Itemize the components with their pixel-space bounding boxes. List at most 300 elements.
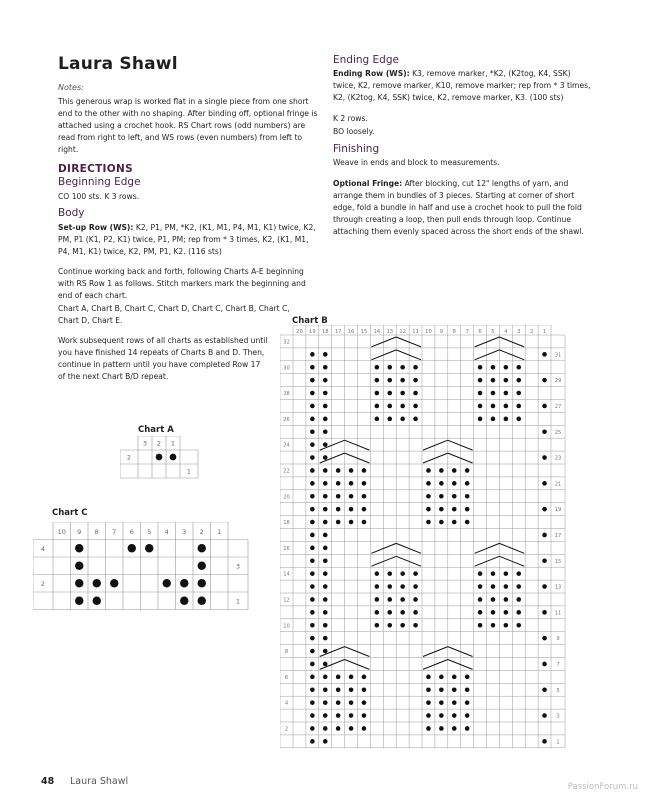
purl-dot — [465, 700, 470, 705]
cable-line — [499, 543, 524, 553]
purl-dot — [336, 687, 341, 692]
column-label: 7 — [465, 329, 469, 335]
row-label: 25 — [554, 429, 562, 436]
row-label: 6 — [284, 674, 289, 681]
purl-dot — [542, 610, 547, 615]
row-label: 15 — [554, 558, 562, 565]
purl-dot — [439, 507, 444, 512]
purl-dot — [323, 623, 328, 628]
purl-dot — [387, 365, 392, 370]
column-label: 19 — [309, 329, 316, 335]
purl-dot — [387, 417, 392, 422]
purl-dot — [426, 507, 431, 512]
row-label: 1 — [556, 739, 560, 746]
purl-dot — [362, 494, 367, 499]
purl-dot — [145, 544, 153, 552]
purl-dot — [180, 579, 188, 587]
ending-row-text: K3, remove marker, *K2, (K2tog, K4, SSK) twice, K2, remove marker, K10, remove marker; rep from * 3 times, K2, (K2tog, K4, SSK) twice, K2, remove marker, K3. (100 sts) — [333, 69, 591, 102]
purl-dot — [362, 468, 367, 473]
purl-dot — [400, 365, 405, 370]
purl-dot — [163, 579, 171, 587]
purl-dot — [349, 700, 354, 705]
purl-dot — [439, 675, 444, 680]
purl-dot — [310, 636, 315, 641]
k2-rows: K 2 rows. — [333, 114, 368, 123]
column-label: 4 — [164, 527, 169, 536]
purl-dot — [323, 352, 328, 357]
finishing-heading: Finishing — [333, 143, 380, 155]
purl-dot — [75, 597, 83, 605]
chart-b-title: Chart B — [292, 316, 328, 326]
cable-line — [345, 453, 370, 463]
purl-dot — [170, 454, 177, 461]
purl-dot — [310, 352, 315, 357]
purl-dot — [516, 610, 521, 615]
purl-dot — [387, 584, 392, 589]
cable-line — [345, 660, 370, 670]
column-label: 4 — [504, 329, 508, 335]
purl-dot — [439, 700, 444, 705]
purl-dot — [349, 494, 354, 499]
row-label: 8 — [284, 649, 289, 656]
purl-dot — [413, 571, 418, 576]
purl-dot — [362, 687, 367, 692]
row-label: 4 — [284, 700, 289, 707]
row-label: 16 — [283, 545, 290, 552]
column-label: 2 — [529, 329, 534, 335]
row-label: 18 — [283, 520, 290, 527]
cable-line — [371, 337, 396, 347]
column-label: 9 — [77, 527, 82, 536]
purl-dot — [478, 597, 483, 602]
column-label: 1 — [542, 329, 547, 335]
purl-dot — [439, 481, 444, 486]
purl-dot — [504, 610, 509, 615]
purl-dot — [323, 533, 328, 538]
column-label: 1 — [170, 439, 176, 448]
purl-dot — [426, 687, 431, 692]
row-label: 21 — [554, 481, 562, 488]
purl-dot — [452, 507, 457, 512]
purl-dot — [375, 571, 380, 576]
purl-dot — [439, 520, 444, 525]
purl-dot — [336, 468, 341, 473]
purl-dot — [542, 636, 547, 641]
setup-row-label: Set-up Row (WS): — [58, 223, 134, 232]
cable-line — [396, 543, 421, 553]
purl-dot — [310, 739, 315, 744]
purl-dot — [323, 649, 328, 654]
column-label: 7 — [112, 527, 117, 536]
chart-a — [120, 436, 200, 481]
body-para-4: Work subsequent rows of all charts as established until you have finished 14 repeats of Charts B and D. Then, continue in pattern until you have completed Row 17 of the next Chart B/D repeat. — [58, 336, 268, 381]
purl-dot — [400, 610, 405, 615]
column-label: 18 — [321, 329, 329, 335]
purl-dot — [491, 404, 496, 409]
notes-text: This generous wrap is worked flat in a single piece from one short end to the other with no shaping. After binding off, optional fringe is attached using a crochet hook. RS Chart rows (odd numbers) are read from right to left, and WS rows (even numbers) from left to right. — [58, 97, 318, 154]
purl-dot — [375, 623, 380, 628]
purl-dot — [542, 404, 547, 409]
purl-dot — [323, 494, 328, 499]
row-label: 3 — [235, 562, 241, 571]
column-label: 2 — [199, 527, 204, 536]
purl-dot — [336, 481, 341, 486]
purl-dot — [478, 584, 483, 589]
row-label: 1 — [186, 467, 192, 476]
purl-dot — [323, 378, 328, 383]
purl-dot — [439, 468, 444, 473]
footer-title: Laura Shawl — [70, 776, 129, 787]
purl-dot — [323, 700, 328, 705]
purl-dot — [375, 365, 380, 370]
purl-dot — [93, 597, 101, 605]
purl-dot — [323, 636, 328, 641]
purl-dot — [542, 352, 547, 357]
purl-dot — [413, 365, 418, 370]
purl-dot — [323, 739, 328, 744]
purl-dot — [491, 584, 496, 589]
purl-dot — [387, 610, 392, 615]
purl-dot — [465, 507, 470, 512]
ending-row-label: Ending Row (WS): — [333, 69, 410, 78]
column-label: 3 — [142, 439, 148, 448]
column-label: 13 — [386, 329, 394, 335]
fringe-text: After blocking, cut 12" lengths of yarn, and arrange them in bundles of 3 pieces. Starting at corner of short edge, fold a bundle in half and use a crochet hook to pull the fold through creating a loop, then pull ends through loop. Continue attaching them evenly spaced across the short ends of the shawl. — [333, 179, 584, 236]
purl-dot — [387, 597, 392, 602]
cable-line — [371, 543, 396, 553]
purl-dot — [336, 494, 341, 499]
purl-dot — [310, 507, 315, 512]
purl-dot — [198, 597, 206, 605]
purl-dot — [310, 455, 315, 460]
cable-line — [499, 350, 524, 360]
purl-dot — [413, 623, 418, 628]
purl-dot — [452, 700, 457, 705]
purl-dot — [516, 391, 521, 396]
column-label: 8 — [94, 527, 99, 536]
purl-dot — [310, 417, 315, 422]
column-label: 14 — [373, 329, 381, 335]
purl-dot — [542, 455, 547, 460]
purl-dot — [465, 687, 470, 692]
purl-dot — [426, 700, 431, 705]
purl-dot — [426, 520, 431, 525]
purl-dot — [336, 726, 341, 731]
purl-dot — [375, 584, 380, 589]
purl-dot — [310, 597, 315, 602]
purl-dot — [323, 404, 328, 409]
beginning-edge-heading: Beginning Edge — [58, 176, 141, 188]
purl-dot — [452, 713, 457, 718]
column-label: 16 — [347, 329, 355, 335]
purl-dot — [465, 726, 470, 731]
purl-dot — [516, 365, 521, 370]
column-label: 10 — [57, 527, 66, 536]
purl-dot — [426, 713, 431, 718]
purl-dot — [465, 675, 470, 680]
purl-dot — [323, 713, 328, 718]
purl-dot — [542, 533, 547, 538]
purl-dot — [491, 623, 496, 628]
purl-dot — [542, 584, 547, 589]
purl-dot — [491, 391, 496, 396]
purl-dot — [375, 610, 380, 615]
purl-dot — [426, 494, 431, 499]
purl-dot — [542, 662, 547, 667]
purl-dot — [349, 520, 354, 525]
purl-dot — [387, 404, 392, 409]
fringe-paragraph — [333, 178, 593, 238]
purl-dot — [452, 468, 457, 473]
purl-dot — [310, 546, 315, 551]
column-label: 8 — [452, 329, 456, 335]
row-label: 22 — [283, 468, 290, 475]
column-label: 3 — [182, 527, 187, 536]
purl-dot — [310, 481, 315, 486]
purl-dot — [504, 584, 509, 589]
column-label: 5 — [491, 329, 495, 335]
column-label: 12 — [399, 329, 406, 335]
setup-row-text: K2, P1, PM, *K2, (K1, M1, P4, M1, K1) twice, K2, PM, P1 (K1, P2, K1) twice, P1, PM; rep from * 3 times, K2, (K1, M1, P4, M1, K1) twice, K2, PM, P1, K2. (116 sts) — [58, 223, 316, 256]
chart-c-title: Chart C — [52, 508, 88, 518]
purl-dot — [478, 404, 483, 409]
purl-dot — [310, 700, 315, 705]
cable-line — [396, 556, 421, 566]
purl-dot — [310, 442, 315, 447]
row-label: 14 — [283, 571, 290, 578]
row-label: 2 — [40, 579, 46, 588]
purl-dot — [465, 468, 470, 473]
row-label: 4 — [40, 544, 46, 553]
cable-line — [371, 556, 396, 566]
purl-dot — [465, 713, 470, 718]
purl-dot — [349, 713, 354, 718]
purl-dot — [362, 481, 367, 486]
column-label: 6 — [478, 329, 482, 335]
cable-line — [499, 556, 524, 566]
purl-dot — [400, 404, 405, 409]
purl-dot — [452, 687, 457, 692]
purl-dot — [362, 520, 367, 525]
purl-dot — [362, 700, 367, 705]
cable-line — [448, 647, 473, 657]
fringe-label: Optional Fringe: — [333, 179, 403, 188]
purl-dot — [310, 533, 315, 538]
purl-dot — [478, 417, 483, 422]
row-label: 27 — [554, 403, 562, 410]
body-para-2: Continue working back and forth, following Charts A-E beginning with RS Row 1 as follows. Stitch markers mark the beginning and end of each chart. — [58, 267, 306, 300]
purl-dot — [323, 391, 328, 396]
purl-dot — [542, 687, 547, 692]
purl-dot — [362, 726, 367, 731]
column-label: 9 — [439, 329, 444, 335]
row-label: 3 — [556, 713, 560, 720]
row-label: 2 — [284, 726, 289, 733]
row-label: 17 — [554, 532, 562, 539]
purl-dot — [310, 687, 315, 692]
purl-dot — [516, 597, 521, 602]
purl-dot — [400, 597, 405, 602]
purl-dot — [413, 584, 418, 589]
purl-dot — [362, 675, 367, 680]
row-label: 32 — [283, 339, 290, 346]
purl-dot — [452, 481, 457, 486]
purl-dot — [413, 417, 418, 422]
purl-dot — [542, 558, 547, 563]
purl-dot — [400, 584, 405, 589]
purl-dot — [323, 726, 328, 731]
purl-dot — [310, 378, 315, 383]
purl-dot — [439, 494, 444, 499]
purl-dot — [504, 404, 509, 409]
purl-dot — [349, 507, 354, 512]
row-label: 10 — [283, 623, 290, 630]
purl-dot — [413, 404, 418, 409]
purl-dot — [478, 365, 483, 370]
row-label: 20 — [283, 494, 290, 501]
purl-dot — [362, 507, 367, 512]
purl-dot — [542, 739, 547, 744]
purl-dot — [110, 579, 118, 587]
purl-dot — [323, 442, 328, 447]
cable-line — [423, 453, 448, 463]
purl-dot — [439, 713, 444, 718]
purl-dot — [542, 481, 547, 486]
purl-dot — [504, 417, 509, 422]
purl-dot — [310, 675, 315, 680]
row-label: 11 — [554, 610, 562, 617]
row-label: 1 — [235, 597, 241, 606]
column-label: 10 — [425, 329, 432, 335]
purl-dot — [323, 365, 328, 370]
purl-dot — [516, 378, 521, 383]
purl-dot — [400, 417, 405, 422]
purl-dot — [310, 391, 315, 396]
ending-row-paragraph — [333, 68, 593, 104]
chart-a-title: Chart A — [138, 425, 174, 435]
purl-dot — [310, 468, 315, 473]
cable-line — [423, 440, 448, 450]
purl-dot — [478, 391, 483, 396]
row-label: 30 — [283, 365, 290, 372]
purl-dot — [452, 675, 457, 680]
purl-dot — [375, 378, 380, 383]
column-label: 3 — [517, 329, 521, 335]
purl-dot — [478, 378, 483, 383]
purl-dot — [310, 429, 315, 434]
purl-dot — [323, 584, 328, 589]
purl-dot — [465, 481, 470, 486]
purl-dot — [336, 713, 341, 718]
purl-dot — [413, 378, 418, 383]
chart-c — [33, 522, 258, 614]
purl-dot — [323, 571, 328, 576]
column-label: 15 — [360, 329, 368, 335]
column-label: 2 — [156, 439, 162, 448]
purl-dot — [310, 726, 315, 731]
purl-dot — [400, 391, 405, 396]
purl-dot — [426, 675, 431, 680]
cable-line — [345, 440, 370, 450]
beginning-edge-text: CO 100 sts. K 3 rows. — [58, 192, 140, 201]
row-label: 2 — [126, 453, 132, 462]
chart-b — [280, 325, 585, 770]
purl-dot — [542, 429, 547, 434]
purl-dot — [310, 571, 315, 576]
purl-dot — [349, 468, 354, 473]
purl-dot — [323, 468, 328, 473]
row-label: 24 — [283, 442, 290, 449]
purl-dot — [542, 378, 547, 383]
purl-dot — [180, 597, 188, 605]
purl-dot — [387, 571, 392, 576]
cable-line — [423, 660, 448, 670]
purl-dot — [323, 687, 328, 692]
purl-dot — [323, 675, 328, 680]
cable-line — [396, 337, 421, 347]
cable-line — [371, 350, 396, 360]
purl-dot — [491, 610, 496, 615]
column-label: 5 — [147, 527, 152, 536]
purl-dot — [75, 562, 83, 570]
purl-dot — [504, 597, 509, 602]
purl-dot — [349, 481, 354, 486]
page-title: Laura Shawl — [58, 54, 178, 74]
cable-line — [475, 543, 500, 553]
page-number: 48 — [41, 776, 55, 787]
cable-line — [448, 660, 473, 670]
purl-dot — [491, 597, 496, 602]
purl-dot — [349, 726, 354, 731]
purl-dot — [452, 520, 457, 525]
purl-dot — [387, 623, 392, 628]
cable-line — [475, 337, 500, 347]
column-label: 1 — [217, 527, 222, 536]
purl-dot — [323, 417, 328, 422]
purl-dot — [310, 610, 315, 615]
purl-dot — [516, 404, 521, 409]
purl-dot — [310, 623, 315, 628]
purl-dot — [323, 558, 328, 563]
purl-dot — [323, 429, 328, 434]
bind-off: BO loosely. — [333, 127, 375, 136]
column-label: 20 — [296, 329, 303, 335]
purl-dot — [491, 571, 496, 576]
purl-dot — [349, 687, 354, 692]
purl-dot — [516, 417, 521, 422]
row-label: 28 — [283, 391, 290, 398]
cable-line — [448, 453, 473, 463]
row-label: 9 — [556, 636, 560, 643]
purl-dot — [93, 579, 101, 587]
purl-dot — [75, 579, 83, 587]
cable-line — [475, 556, 500, 566]
purl-dot — [323, 481, 328, 486]
purl-dot — [310, 520, 315, 525]
row-label: 12 — [283, 597, 290, 604]
purl-dot — [465, 520, 470, 525]
purl-dot — [362, 713, 367, 718]
purl-dot — [504, 365, 509, 370]
purl-dot — [310, 365, 315, 370]
purl-dot — [426, 468, 431, 473]
purl-dot — [323, 455, 328, 460]
purl-dot — [323, 610, 328, 615]
purl-dot — [375, 391, 380, 396]
row-label: 26 — [283, 416, 290, 423]
purl-dot — [413, 597, 418, 602]
purl-dot — [198, 579, 206, 587]
